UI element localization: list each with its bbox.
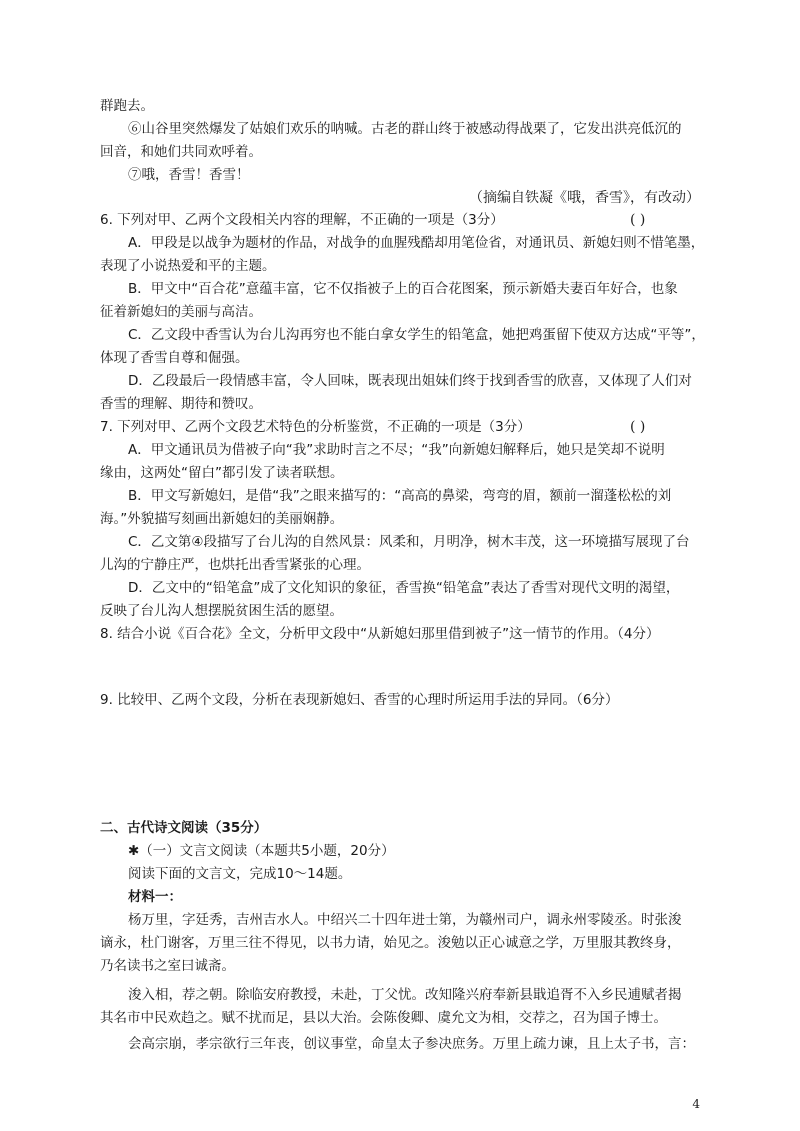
q7-option-b: B．甲文写新媳妇，是借“我”之眼来描写的：“高高的鼻梁，弯弯的眉，额前一溜蓬松松的刘	[128, 488, 672, 504]
q6-option-c: C．乙文段中香雪认为台儿沟再穷也不能白拿女学生的铅笔盒，她把鸡蛋留下使双方达成“平等”，	[128, 327, 705, 343]
answer-blank-q6[interactable]: ( )	[630, 212, 646, 228]
passage-line: ⑥山谷里突然爆发了姑娘们欢乐的呐喊。古老的群山终于被感动得战栗了，它发出洪亮低沉的	[128, 121, 682, 137]
passage-line: ⑦哦，香雪！香雪！	[128, 167, 250, 183]
q6-option-c-cont: 体现了香雪自尊和倔强。	[100, 350, 249, 366]
question-7-stem: 7. 下列对甲、乙两个文段艺术特色的分析鉴赏，不正确的一项是（3分）	[100, 419, 531, 435]
classical-text-line: 会高宗崩，孝宗欲行三年丧，创议事堂，命皇太子参决庶务。万里上疏力谏，且上太子书，言：	[128, 1036, 695, 1052]
question-9: 9. 比较甲、乙两个文段，分析在表现新媳妇、香雪的心理时所运用手法的异同。（6分）	[100, 692, 619, 708]
section-heading: 二、古代诗文阅读（35分）	[100, 820, 268, 836]
classical-text-line: 杨万里，字廷秀，吉州吉水人。中绍兴二十四年进士第，为赣州司户，调永州零陵丞。时张浚	[128, 912, 682, 928]
classical-text-line: 浚入相，荐之朝。除临安府教授，未赴，丁父忧。改知隆兴府奉新县戢追胥不入乡民逋赋者揭	[128, 987, 682, 1003]
material-label: 材料一：	[128, 889, 182, 905]
q7-option-b-cont: 海。”外貌描写刻画出新媳妇的美丽娴静。	[100, 511, 344, 527]
passage-line: 群跑去。	[100, 98, 154, 114]
classical-text-line: 乃名读书之室曰诚斋。	[100, 958, 235, 974]
q6-option-b: B．甲文中“百合花”意蕴丰富，它不仅指被子上的百合花图案，预示新婚夫妻百年好合，也象	[128, 281, 678, 297]
q7-option-d-cont: 反映了台儿沟人想摆脱贫困生活的愿望。	[100, 603, 343, 619]
q7-option-d: D．乙文中的“铅笔盒”成了文化知识的象征，香雪换“铅笔盒”表达了香雪对现代文明的渴望，	[128, 580, 680, 596]
subsection-heading: ✱（一）文言文阅读（本题共5小题，20分）	[128, 843, 395, 859]
classical-text-line: 谪永，杜门谢客，万里三往不得见，以书力请，始见之。浚勉以正心诚意之学，万里服其教终身，	[100, 935, 681, 951]
q6-option-b-cont: 征着新媳妇的美丽与高洁。	[100, 304, 262, 320]
q6-option-d-cont: 香雪的理解、期待和赞叹。	[100, 396, 262, 412]
passage-line: 回音，和她们共同欢呼着。	[100, 144, 262, 160]
q6-option-a-cont: 表现了小说热爱和平的主题。	[100, 258, 276, 274]
q7-option-a-cont: 缘由，这两处“留白”都引发了读者联想。	[100, 465, 344, 481]
q7-option-c-cont: 儿沟的宁静庄严，也烘托出香雪紧张的心理。	[100, 557, 370, 573]
page-number: 4	[692, 1097, 700, 1111]
q6-option-a: A．甲段是以战争为题材的作品，对战争的血腥残酷却用笔俭省，对通讯员、新媳妇则不惜笔墨，	[128, 235, 705, 251]
answer-blank-q7[interactable]: ( )	[630, 419, 646, 435]
q7-option-c: C．乙文第④段描写了台儿沟的自然风景：风柔和，月明净，树木丰茂，这一环境描写展现了台	[128, 534, 690, 550]
instruction: 阅读下面的文言文，完成10～14题。	[128, 866, 352, 882]
q7-option-a: A．甲文通讯员为借被子向“我”求助时言之不尽；“我”向新媳妇解释后，她只是笑却不说明	[128, 442, 665, 458]
q6-option-d: D．乙段最后一段情感丰富，令人回味，既表现出姐妹们终于找到香雪的欣喜，又体现了人们对	[128, 373, 692, 389]
question-6-stem: 6. 下列对甲、乙两个文段相关内容的理解，不正确的一项是（3分）	[100, 212, 504, 228]
source-note: （摘编自铁凝《哦，香雪》，有改动）	[469, 190, 700, 206]
question-8: 8. 结合小说《百合花》全文，分析甲文段中“从新媳妇那里借到被子”这一情节的作用。（4分）	[100, 626, 660, 642]
classical-text-line: 其名市中民欢趋之。赋不扰而足，县以大治。会陈俊卿、虞允文为相，交荐之，召为国子博士。	[100, 1010, 667, 1026]
